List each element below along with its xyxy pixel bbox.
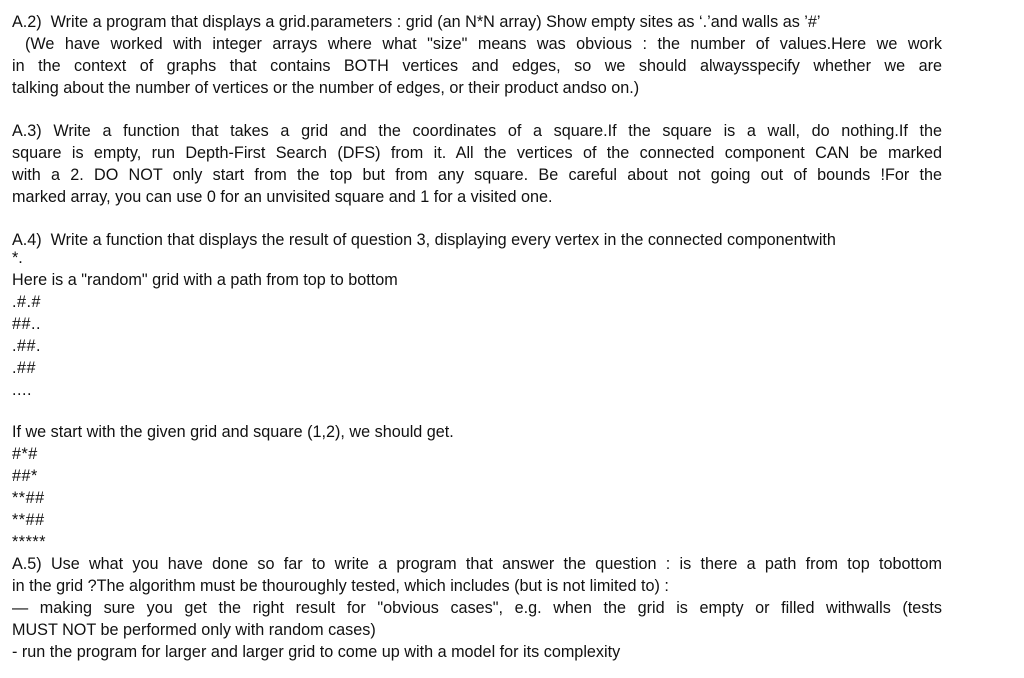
section-a2 xyxy=(12,11,942,99)
a2-line-3: in the context of graphs that contains BOTH vertices and edges, so we should alwaysspecify whether we are xyxy=(12,57,942,75)
result-grid-row: #*# xyxy=(12,445,38,463)
a3-line-4: marked array, you can use 0 for an unvisited square and 1 for a visited one. xyxy=(12,188,553,206)
a2-line-4: talking about the number of vertices or the number of edges, or their product andso on.) xyxy=(12,79,640,97)
result-grid xyxy=(12,443,942,553)
result-grid-row: **## xyxy=(12,511,45,529)
example-grid xyxy=(12,291,942,401)
a5-line-1: A.5) Use what you have done so far to write a program that answer the question : is there a path from top tobottom xyxy=(12,555,942,573)
example-intro: Here is a "random" grid with a path from top to bottom xyxy=(12,271,398,289)
a5-line-5: - run the program for larger and larger grid to come up with a model for its complexity xyxy=(12,643,621,661)
result-grid-row: ##* xyxy=(12,467,38,485)
example-grid-row: .##. xyxy=(12,337,42,355)
example-grid-row: ##.. xyxy=(12,315,42,333)
a2-line-1: A.2) Write a program that displays a grid.parameters : grid (an N*N array) Show empty sites as ‘.’and walls as ’#’ xyxy=(12,13,821,31)
section-a3 xyxy=(12,120,942,208)
example-grid-row: .#.# xyxy=(12,293,42,311)
a2-line-2: (We have worked with integer arrays where what "size" means was obvious : the number of values.Here we work xyxy=(25,35,942,53)
a3-line-1: A.3) Write a function that takes a grid and the coordinates of a square.If the square is a wall, do nothing.If the xyxy=(12,122,942,140)
document-page xyxy=(12,11,942,663)
a3-line-3: with a 2. DO NOT only start from the top but from any square. Be careful about not going out of bounds !For the xyxy=(12,166,942,184)
example-grid-row: .## xyxy=(12,359,37,377)
a5-line-4: MUST NOT be performed only with random cases) xyxy=(12,621,376,639)
a4-line-1: A.4) Write a function that displays the result of question 3, displaying every vertex in the connected componentwith xyxy=(12,231,836,249)
example-grid-row: .... xyxy=(12,381,32,399)
section-a5 xyxy=(12,553,942,663)
section-a4 xyxy=(12,229,942,553)
a5-line-3: — making sure you get the right result for "obvious cases", e.g. when the grid is empty or filled withwalls (tests xyxy=(12,599,942,617)
result-grid-row: ***** xyxy=(12,533,46,551)
a5-line-2: in the grid ?The algorithm must be thouroughly tested, which includes (but is not limited to) : xyxy=(12,577,669,595)
a3-line-2: square is empty, run Depth-First Search (DFS) from it. All the vertices of the connected component CAN be marked xyxy=(12,144,942,162)
a4-line-2: *. xyxy=(12,249,23,267)
result-grid-row: **## xyxy=(12,489,45,507)
result-intro: If we start with the given grid and square (1,2), we should get. xyxy=(12,423,454,441)
